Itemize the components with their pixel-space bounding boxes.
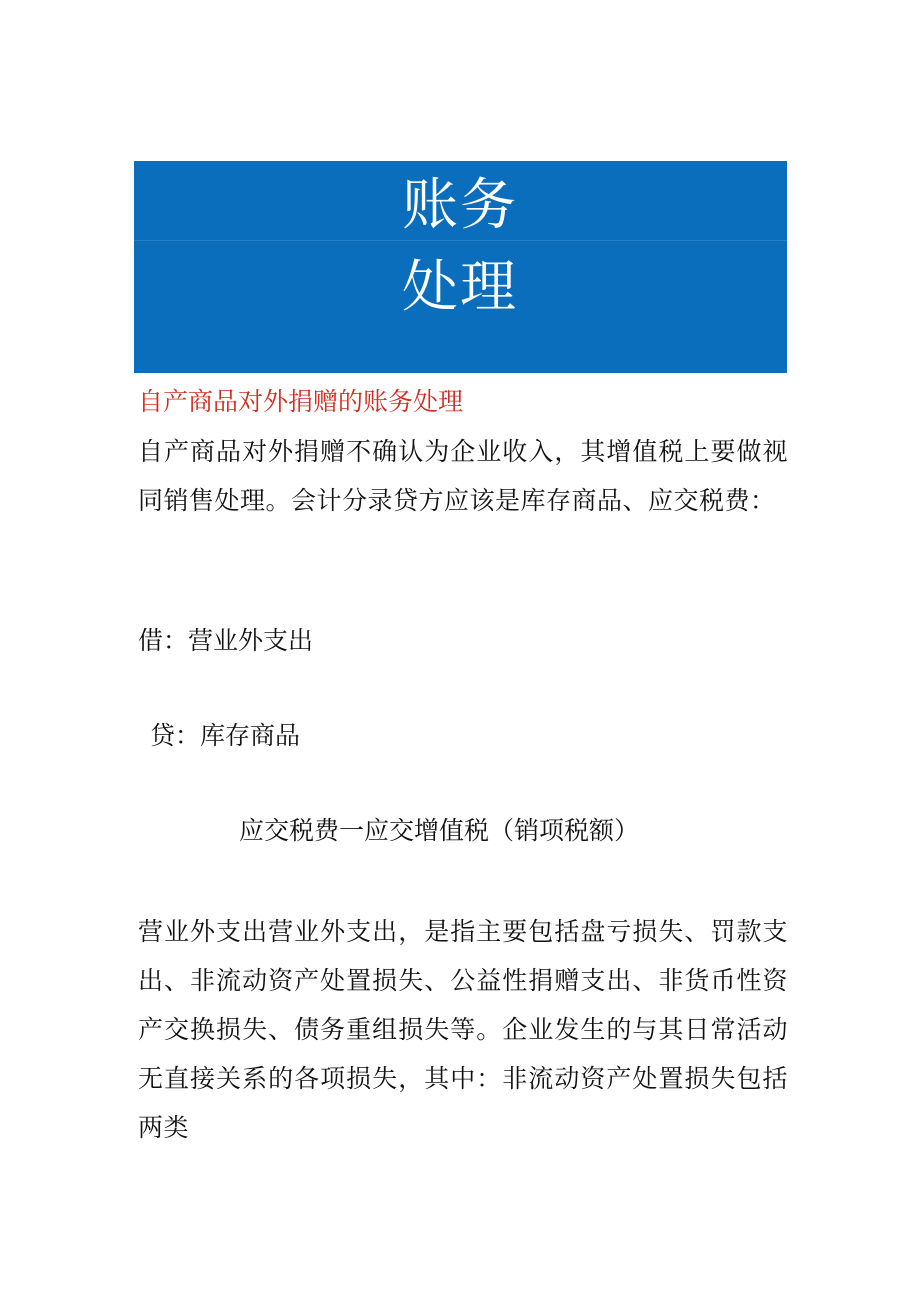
journal-credit-tax-entry: 应交税费一应交增值税（销项税额）: [239, 816, 640, 845]
explanation-paragraph: 营业外支出营业外支出，是指主要包括盘亏损失、罚款支出、非流动资产处置损失、公益性捐赠支出、非货币性资产交换损失、债务重组损失等。企业发生的与其日常活动无直接关系的各项损失，其中：非流动资产处置损失包括两类: [138, 917, 788, 1142]
section-heading: 自产商品对外捐赠的账务处理: [138, 387, 464, 416]
banner-divider: [134, 240, 787, 241]
banner-title-line-1: 账务: [402, 173, 518, 238]
banner-title-line-2: 处理: [402, 255, 518, 320]
intro-paragraph: 自产商品对外捐赠不确认为企业收入，其增值税上要做视同销售处理。会计分录贷方应该是库存商品、应交税费：: [138, 437, 788, 515]
journal-debit-entry: 借：营业外支出: [138, 626, 314, 655]
journal-credit-entry: 贷：库存商品: [150, 721, 301, 750]
